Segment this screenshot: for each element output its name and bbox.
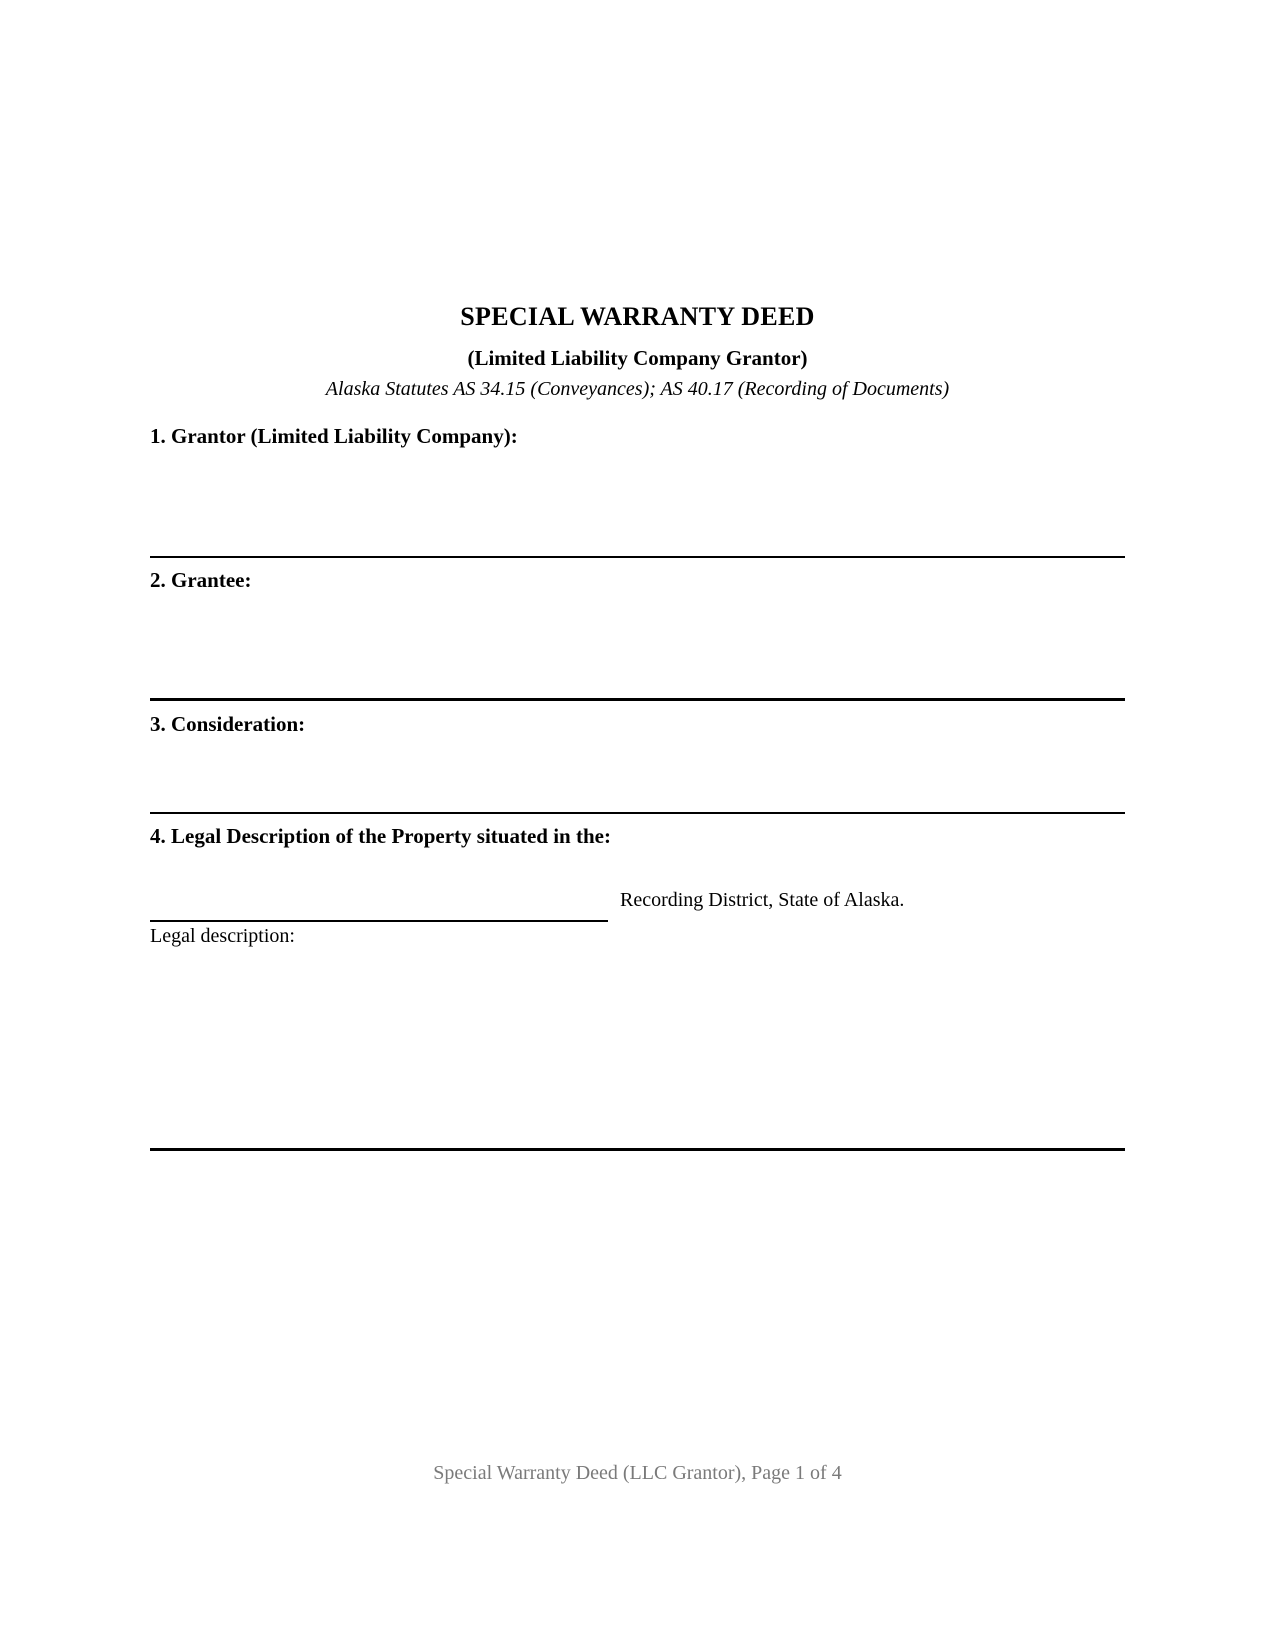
statute-reference: Alaska Statutes AS 34.15 (Conveyances); AS 40.17 (Recording of Documents) [325,378,950,400]
grantor-heading: 1. Grantor (Limited Liability Company): [150,424,518,448]
legal-description-heading: 4. Legal Description of the Property situated in the: [150,824,611,848]
legal-description-label: Legal description: [150,925,295,947]
consideration-heading: 3. Consideration: [150,712,306,736]
recording-district-text: Recording District, State of Alaska. [620,889,905,911]
grantee-blank-line[interactable] [150,698,1125,701]
consideration-blank-line[interactable] [150,812,1125,814]
document-subtitle: (Limited Liability Company Grantor) [467,346,808,370]
grantee-heading: 2. Grantee: [150,568,252,592]
grantor-blank-line[interactable] [150,556,1125,558]
document-title: SPECIAL WARRANTY DEED [460,302,815,331]
recording-district-blank-line[interactable] [150,920,608,922]
legal-description-blank-line[interactable] [150,1148,1125,1151]
page-footer: Special Warranty Deed (LLC Grantor), Page 1 of 4 [433,1462,842,1484]
